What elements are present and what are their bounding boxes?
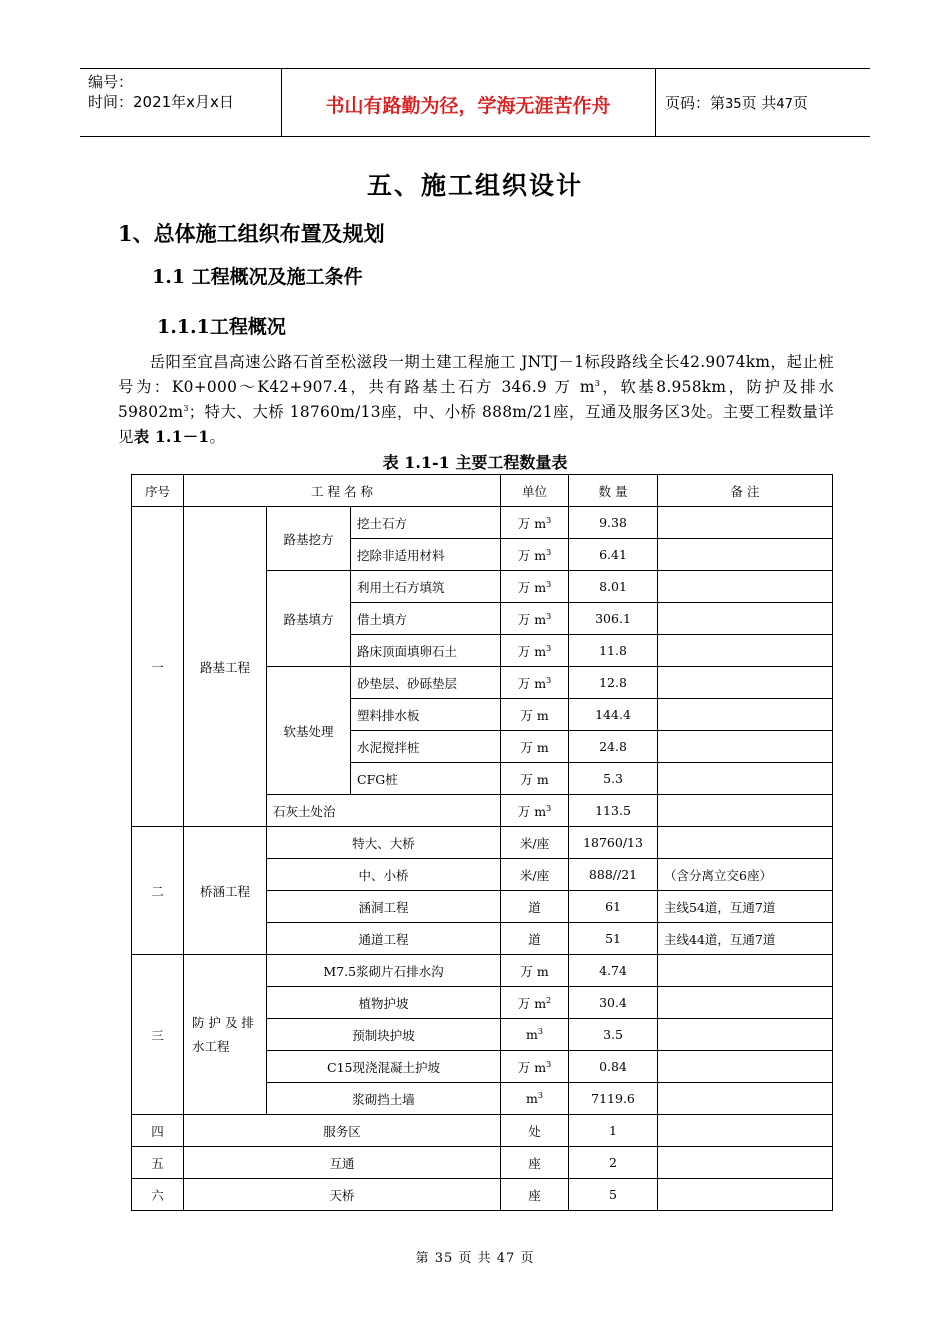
table-row [132,1179,833,1211]
item-cell: 涵洞工程 [267,891,501,923]
item-cell: 石灰土处治 [267,795,501,827]
unit-cell: 万 m [501,731,569,763]
unit-cell: 万 $m^3$ [501,603,569,635]
header-unit: 单位 [501,475,569,507]
qty-cell: 113.5 [569,795,658,827]
table-row [132,955,833,987]
qty-cell: 8.01 [569,571,658,603]
item-cell: 通道工程 [267,923,501,955]
header-name: 工 程 名 称 [184,475,501,507]
page-prefix: 页码：第 [665,94,726,112]
subsection-heading: 1.1 工程概况及施工条件 [152,266,363,288]
note-cell [658,1147,833,1179]
qty-cell: 144.4 [569,699,658,731]
qty-cell: 9.38 [569,507,658,539]
doc-code-label: 编号： [88,73,134,91]
note-cell [658,795,833,827]
page-number: 35 [725,97,742,112]
unit-cell: 万 $m^3$ [501,795,569,827]
para-text-2: ，软基8.958km，防护及排水 59802m [118,378,835,421]
item-cell: 服务区 [184,1115,501,1147]
note-cell [658,539,833,571]
unit-cell: 处 [501,1115,569,1147]
category-cell [184,955,267,1115]
seq-cell: 一 [132,507,184,827]
item-cell: 挖土石方 [351,507,501,539]
item-cell: 水泥搅拌桩 [351,731,501,763]
header-motto: 书山有路勤为径，学海无涯苦作舟 [325,95,611,117]
note-cell [658,699,833,731]
item-cell: 路床顶面填卵石土 [351,635,501,667]
item-cell: 挖除非适用材料 [351,539,501,571]
note-cell [658,1019,833,1051]
note-cell [658,571,833,603]
note-cell [658,731,833,763]
table-row [132,827,833,859]
item-cell: 特大、大桥 [267,827,501,859]
item-cell: 植物护坡 [267,987,501,1019]
category-line: 水工程 [192,1038,230,1054]
category-line: 防 护 及 排 [192,1014,254,1030]
qty-cell: 6.41 [569,539,658,571]
qty-cell: 0.84 [569,1051,658,1083]
note-cell [658,507,833,539]
header-qty: 数 量 [569,475,658,507]
seq-cell: 三 [132,955,184,1115]
qty-cell: 11.8 [569,635,658,667]
item-cell: 预制块护坡 [267,1019,501,1051]
note-cell [658,635,833,667]
header-bottom-rule [80,136,870,137]
doc-time-label: 时间：2021年x月x日 [88,93,234,111]
qty-cell: 24.8 [569,731,658,763]
qty-cell: 51 [569,923,658,955]
header-meta [88,72,234,112]
seq-cell: 四 [132,1115,184,1147]
para-sup-2: 3 [183,403,189,413]
item-cell: 借土填方 [351,603,501,635]
unit-cell: 万 m [501,763,569,795]
item-cell: 利用土石方填筑 [351,571,501,603]
category-cell: 桥涵工程 [184,827,267,955]
qty-cell: 888//21 [569,859,658,891]
group-cell: 路基挖方 [267,507,351,571]
table-header-row [132,475,833,507]
note-cell [658,1083,833,1115]
unit-cell: 座 [501,1179,569,1211]
table-caption: 表 1.1-1 主要工程数量表 [382,453,568,472]
note-cell [658,827,833,859]
header-page-info [665,92,808,113]
unit-cell: 万 $m^2$ [501,987,569,1019]
item-cell: 塑料排水板 [351,699,501,731]
note-cell [658,763,833,795]
item-cell: C15现浇混凝土护坡 [267,1051,501,1083]
seq-cell: 六 [132,1179,184,1211]
unit-cell: 道 [501,923,569,955]
header-top-rule [80,68,870,69]
unit-cell: 万 $m^3$ [501,539,569,571]
seq-cell: 二 [132,827,184,955]
subsubsection-heading: 1.1.1工程概况 [157,316,286,338]
table-row [132,1115,833,1147]
overview-paragraph [118,350,834,450]
unit-cell: 道 [501,891,569,923]
note-cell [658,1179,833,1211]
note-cell: （含分离立交6座） [658,859,833,891]
section-heading: 1、总体施工组织布置及规划 [118,221,385,246]
page-mid: 页 共 [741,94,777,112]
qty-cell: 61 [569,891,658,923]
group-cell: 路基填方 [267,571,351,667]
para-text-4: 。 [209,428,226,446]
note-cell [658,1051,833,1083]
note-cell [658,955,833,987]
unit-cell: 万 m [501,699,569,731]
unit-cell: 座 [501,1147,569,1179]
qty-cell: 30.4 [569,987,658,1019]
unit-cell: 米/座 [501,859,569,891]
page-footer: 第 35 页 共 47 页 [415,1251,535,1266]
header-divider [655,68,656,136]
unit-cell: 米/座 [501,827,569,859]
qty-cell: 4.74 [569,955,658,987]
table-row [132,1147,833,1179]
qty-cell: 2 [569,1147,658,1179]
table-row [132,507,833,539]
unit-cell: 万 $m^3$ [501,1051,569,1083]
qty-cell: 5 [569,1179,658,1211]
item-cell: 浆砌挡土墙 [267,1083,501,1115]
unit-cell: 万 $m^3$ [501,635,569,667]
chapter-title: 五、施工组织设计 [366,171,583,200]
unit-cell: 万 $m^3$ [501,667,569,699]
qty-cell: 1 [569,1115,658,1147]
item-cell: 互通 [184,1147,501,1179]
note-cell [658,1115,833,1147]
qty-cell: 7119.6 [569,1083,658,1115]
page-suffix: 页 [792,94,808,112]
para-text-1: 岳阳至宜昌高速公路石首至松滋段一期土建工程施工 JNTJ－1标段路线全长42.9074km，起止桩号为：K0+000～K42+907.4，共有路基土石方 346.9 万 m [118,353,834,396]
item-cell: 天桥 [184,1179,501,1211]
unit-cell: $m^3$ [501,1083,569,1115]
group-cell: 软基处理 [267,667,351,795]
table-reference: 表 1.1－1 [133,428,210,446]
qty-cell: 306.1 [569,603,658,635]
note-cell [658,603,833,635]
note-cell [658,667,833,699]
header-note: 备 注 [658,475,833,507]
unit-cell: 万 $m^3$ [501,571,569,603]
item-cell: CFG桩 [351,763,501,795]
header-seq: 序号 [132,475,184,507]
qty-cell: 12.8 [569,667,658,699]
seq-cell: 五 [132,1147,184,1179]
item-cell: 中、小桥 [267,859,501,891]
para-text-3: ；特大、大桥 18760m/13座，中、小桥 888m/21座，互通及服务区3处。主要工程数量详见 [118,403,834,446]
item-cell: M7.5浆砌片石排水沟 [267,955,501,987]
note-cell [658,987,833,1019]
unit-cell: 万 m [501,955,569,987]
page-total: 47 [776,97,793,112]
note-cell: 主线54道，互通7道 [658,891,833,923]
qty-cell: 18760/13 [569,827,658,859]
note-cell: 主线44道，互通7道 [658,923,833,955]
unit-cell: 万 $m^3$ [501,507,569,539]
qty-cell: 3.5 [569,1019,658,1051]
item-cell: 砂垫层、砂砾垫层 [351,667,501,699]
quantities-table [131,474,833,1211]
unit-cell: $m^3$ [501,1019,569,1051]
category-cell: 路基工程 [184,507,267,827]
qty-cell: 5.3 [569,763,658,795]
para-sup-1: 3 [594,378,601,388]
